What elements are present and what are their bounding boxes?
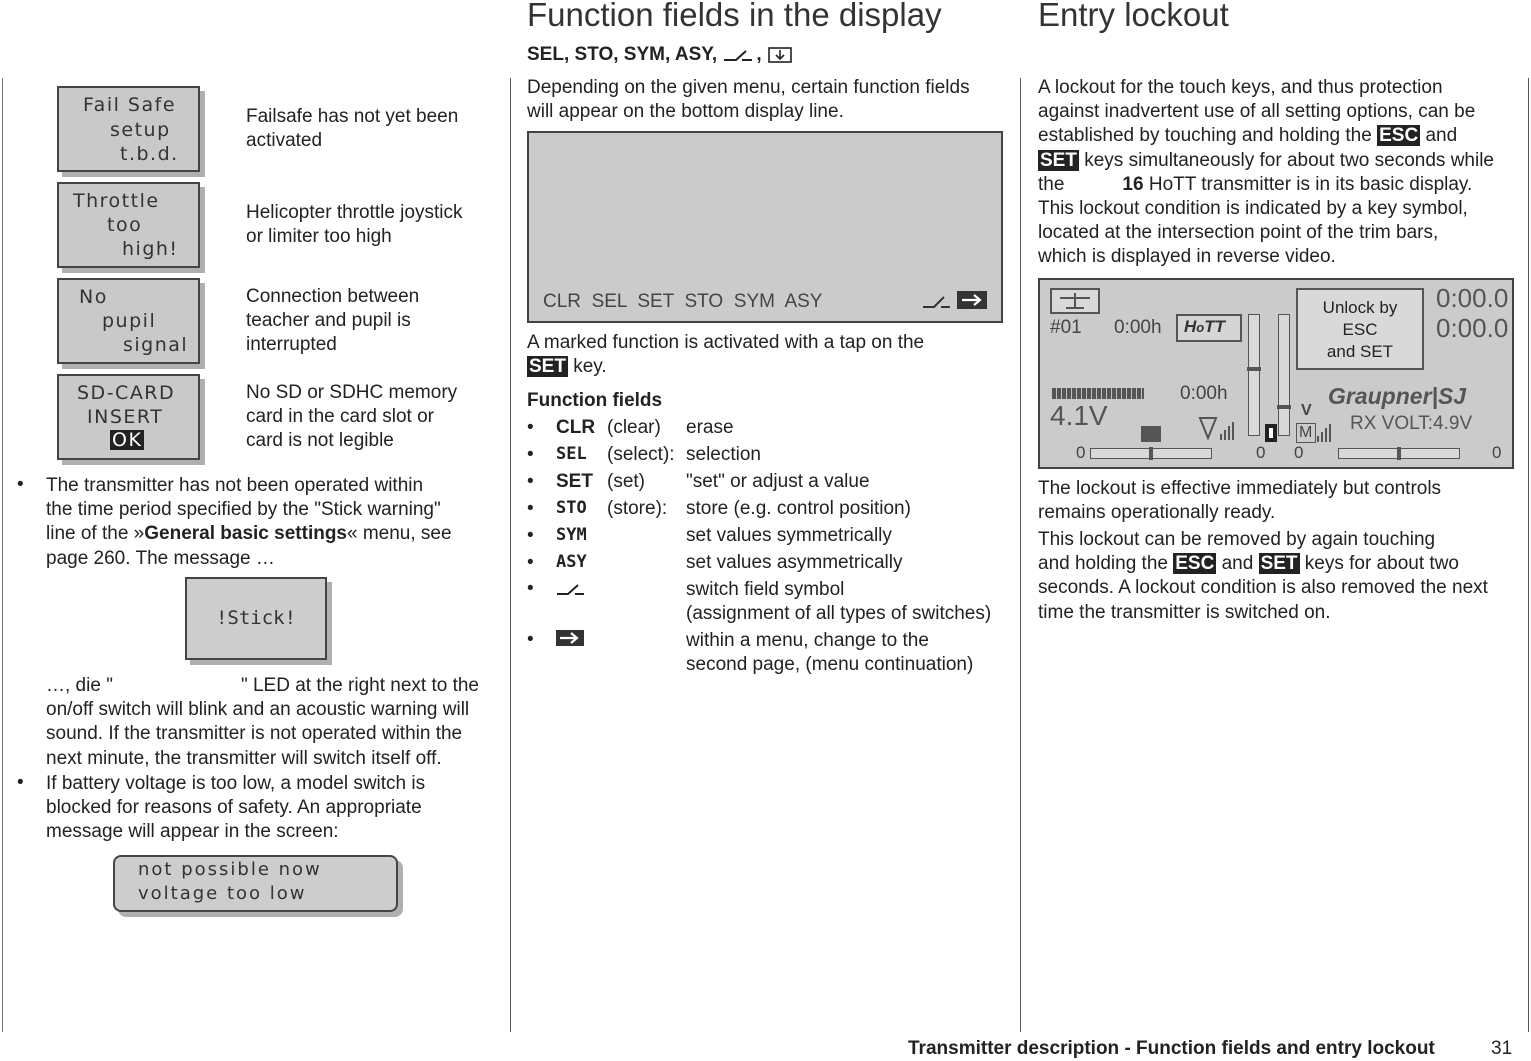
column-divider <box>510 78 511 1032</box>
ff-key: SET <box>556 471 593 492</box>
m-icon: M <box>1296 423 1316 443</box>
hott-logo-icon: HoTT <box>1176 314 1242 342</box>
lcd-line: signal <box>123 334 189 356</box>
ff-key: CLR <box>556 417 596 438</box>
trim-bar-vertical <box>1278 314 1290 436</box>
trim-zero-label: 0 <box>1256 443 1266 462</box>
ff-row-sel: • <box>527 444 534 465</box>
lcd-line: voltage too low <box>138 883 307 904</box>
bullet1-text: The transmitter has not been operated within the time period specified by the "Stick warning" line of the »General basic settings« menu, see page 260. The message … <box>46 475 452 569</box>
lcd-line: pupil <box>102 310 157 332</box>
ff-desc: selection <box>686 444 761 465</box>
lockout-intro: A lockout for the touch keys, and thus protection against inadvertent use of all setting options, can be established by touching and holding the ESC and SET keys simultaneously for about two seconds while the 16 HoTT transmitter is in its basic display. This lockout condition is indicated by a key symbol, located at the intersection point of the trim bars, which is displayed in reverse video. <box>1038 77 1494 268</box>
switch-symbol-icon <box>922 293 952 309</box>
bullet2-text: If battery voltage is too low, a model switch is blocked for reasons of safety. An appropriate message will appear in the screen: <box>46 773 426 843</box>
ff-paren: (clear) <box>607 417 661 438</box>
ff-desc: "set" or adjust a value <box>686 471 870 492</box>
ok-inverse-label: OK <box>112 429 143 451</box>
column-divider <box>2 78 3 1032</box>
arrow-right-icon <box>556 630 584 646</box>
bullet-icon: • <box>17 772 24 793</box>
storage-icon <box>1141 426 1161 442</box>
total-time: 0:00h <box>1180 383 1228 404</box>
switch-symbol-icon <box>556 582 586 596</box>
ff-row-arrow: • <box>527 629 534 650</box>
graupner-logo: Graupner|SJ <box>1328 383 1467 409</box>
ff-paren: (store): <box>607 498 668 519</box>
failsafe-lcd <box>57 86 200 172</box>
ff-row-sym: • <box>527 525 534 546</box>
failsafe-desc: Failsafe has not yet been activated <box>246 106 459 152</box>
lcd-line: SD-CARD <box>77 382 176 404</box>
lcd-line: Fail Safe <box>83 94 177 116</box>
trim-zero-label: 0 <box>1294 443 1304 462</box>
basic-display <box>1038 278 1514 469</box>
battery-bar <box>1052 388 1144 399</box>
center-title: Function fields in the display <box>527 0 942 33</box>
center-subtitle: SEL, STO, SYM, ASY, , <box>527 44 793 66</box>
ff-switch-desc: switch field symbol (assignment of all types of switches) <box>686 579 992 625</box>
ff-desc: erase <box>686 417 734 438</box>
throttle-lcd <box>57 182 200 268</box>
lockout-effect-text: The lockout is effective immediately but controls remains operationally ready. <box>1038 478 1442 524</box>
ff-desc: set values symmetrically <box>686 525 892 546</box>
lcd-line: too <box>107 214 143 236</box>
arrow-right-icon <box>957 291 987 309</box>
throttle-desc: Helicopter throttle joystick or limiter too high <box>246 202 463 248</box>
stick-warning-lcd <box>185 577 327 660</box>
function-field-display <box>527 131 1003 323</box>
right-title: Entry lockout <box>1038 0 1229 33</box>
v-label: V <box>1301 402 1312 419</box>
page-number: 31 <box>1491 1038 1513 1059</box>
lockout-removal-text: This lockout can be removed by again touching and holding the ESC and SET keys for about two seconds. A lockout condition is also removed the next time the transmitter is switched on. <box>1038 529 1488 623</box>
model-number: #01 <box>1050 317 1082 338</box>
signal-strength-icon <box>1198 416 1238 442</box>
lcd-line: t.b.d. <box>120 143 179 165</box>
stick-warning-text: !Stick! <box>215 607 297 629</box>
ff-key: SYM <box>556 525 587 545</box>
timer-1: 0:00.0 <box>1436 283 1509 313</box>
trim-bar-horizontal <box>1338 448 1460 459</box>
battery-voltage: 4.1V <box>1050 400 1108 431</box>
bullet-icon: • <box>17 474 24 495</box>
lcd-line: high! <box>122 238 179 260</box>
pupil-desc: Connection between teacher and pupil is interrupted <box>246 286 420 356</box>
timer-2: 0:00.0 <box>1436 313 1509 343</box>
unlock-popup: Unlock by ESC and SET <box>1296 288 1424 370</box>
display-function-fields: CLR SEL SET STO SYM ASY <box>543 291 823 312</box>
ff-key: STO <box>556 498 587 518</box>
ff-row-set: • <box>527 471 534 492</box>
low-voltage-lcd <box>113 855 398 912</box>
footer-title: Transmitter description - Function fields and entry lockout <box>908 1038 1435 1059</box>
ff-paren: (select): <box>607 444 675 465</box>
lcd-line: INSERT <box>87 406 164 428</box>
lcd-line: No <box>79 286 108 308</box>
ff-row-sto: • <box>527 498 534 519</box>
marked-function-text: A marked function is activated with a tap on the SET key. <box>527 332 925 378</box>
trim-bar-vertical <box>1248 314 1260 436</box>
center-intro: Depending on the given menu, certain function fields will appear on the bottom display line. <box>527 77 970 123</box>
pupil-lcd <box>57 278 200 364</box>
model-time: 0:00h <box>1114 317 1162 338</box>
switch-symbol-icon <box>722 48 756 62</box>
column-divider <box>1528 78 1529 1032</box>
lcd-line: Throttle <box>73 190 160 212</box>
trim-zero-label: 0 <box>1076 443 1086 462</box>
ff-desc: set values asymmetrically <box>686 552 903 573</box>
ff-paren: (set) <box>607 471 645 492</box>
ff-desc: store (e.g. control position) <box>686 498 911 519</box>
trim-zero-label: 0 <box>1492 443 1502 462</box>
column-divider <box>1020 78 1021 1032</box>
ff-row-switch: • <box>527 578 534 599</box>
lock-key-icon <box>1265 424 1277 442</box>
ff-row-clr: • <box>527 417 534 438</box>
model-icon <box>1050 288 1100 314</box>
sdcard-lcd <box>57 374 200 460</box>
ff-key: SEL <box>556 444 587 464</box>
led-paragraph: …, die " " LED at the right next to the on/off switch will blink and an acoustic warning will sound. If the transmitter is not operated within the next minute, the transmitter will switch itself off. <box>46 675 479 769</box>
lcd-line: setup <box>110 119 171 141</box>
page-continue-icon <box>767 46 793 64</box>
ff-row-asy: • <box>527 552 534 573</box>
ff-key: ASY <box>556 552 587 572</box>
lcd-line: not possible now <box>138 859 322 880</box>
sdcard-desc: No SD or SDHC memory card in the card slot or card is not legible <box>246 382 458 452</box>
trim-bar-horizontal <box>1090 448 1212 459</box>
ff-arrow-desc: within a menu, change to the second page, (menu continuation) <box>686 630 974 676</box>
rx-signal-icon <box>1316 420 1332 442</box>
ff-heading: Function fields <box>527 390 663 411</box>
rx-voltage: RX VOLT:4.9V <box>1350 413 1473 434</box>
